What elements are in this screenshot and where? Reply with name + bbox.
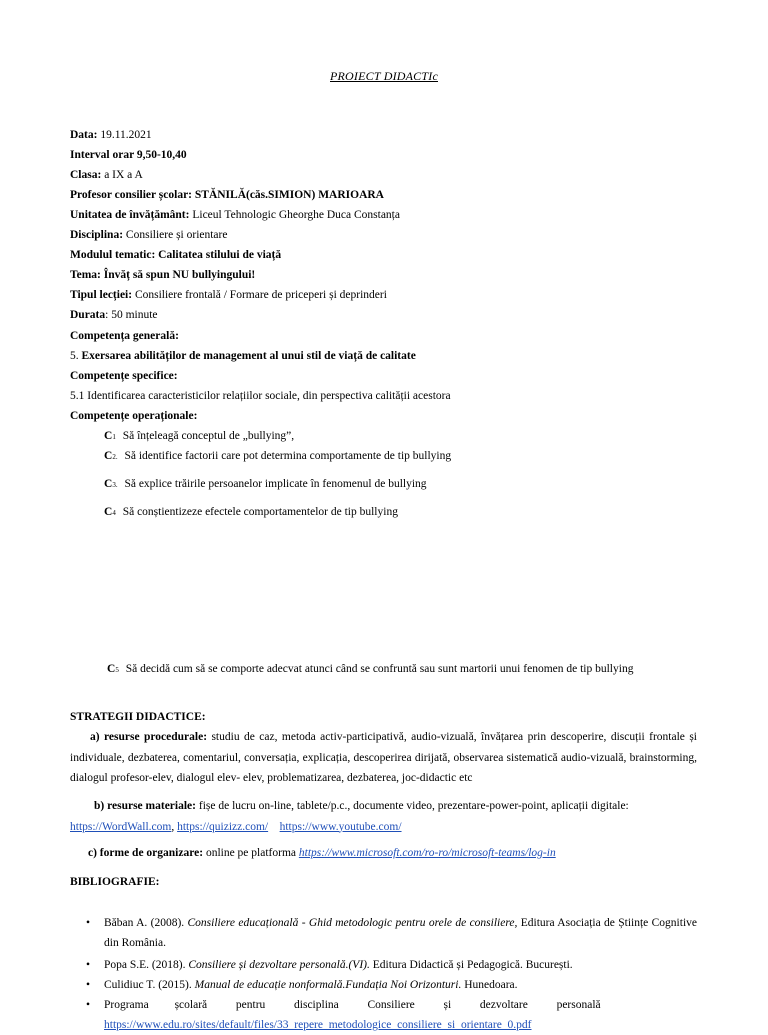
bullet-icon: • [86, 979, 91, 991]
material-label: b) resurse materiale: [94, 800, 196, 812]
competency-text: Să înțeleagă conceptul de „bullying”, [122, 430, 295, 442]
field-value: Consiliere și orientare [123, 229, 228, 241]
teams-link[interactable]: https://www.microsoft.com/ro-ro/microsoft-teams/log-in [298, 847, 556, 859]
field-label: Interval orar 9,50-10,40 [70, 149, 187, 161]
field-label: Profesor consilier școlar: [70, 189, 192, 201]
document-title: PROIECT DIDACTIc [330, 69, 438, 83]
competency-text: Să conștientizeze efectele comportamentelor de tip bullying [122, 506, 398, 518]
field-label: Durata [70, 309, 106, 321]
competency-item [107, 663, 633, 675]
field-class [70, 169, 143, 181]
bibliography-item [86, 995, 697, 1035]
field-lesson-type [70, 289, 387, 301]
competency-item [104, 450, 451, 462]
field-value: Exersarea abilităților de management al unui stil de viață de calitate [81, 350, 416, 362]
bullet-icon: • [86, 959, 91, 971]
bib-publisher: Editura Didactică și Pedagogică. București. [369, 959, 573, 971]
field-value: STĂNILĂ(căs.SIMION) MARIOARA [192, 189, 384, 201]
field-label: Disciplina: [70, 229, 124, 241]
competency-code: C [104, 506, 113, 518]
field-label: Competența generală: [70, 330, 179, 342]
field-school [70, 209, 400, 221]
specific-competence-text [70, 390, 451, 402]
field-duration [70, 309, 158, 321]
org-label: c) forme de organizare: [88, 847, 204, 859]
bib-title: Programa școlară pentru disciplina Consiliere și dezvoltare personală [104, 999, 601, 1011]
competency-text: Să identifice factorii care pot determina comportamente de tip bullying [124, 450, 452, 462]
material-text: fișe de lucru on-line, tablete/p.c., documente video, prezentare-power-point, aplicații digitale: [195, 800, 629, 812]
competency-item [104, 478, 427, 490]
competency-code: C [104, 478, 113, 490]
field-date [70, 129, 152, 141]
competency-text: Să explice trăirile persoanelor implicate în fenomenul de bullying [124, 478, 427, 490]
field-label: Tipul lecției: [70, 289, 133, 301]
field-value: Consiliere frontală / Formare de priceperi și deprinderi [132, 289, 387, 301]
field-discipline [70, 229, 227, 241]
field-value: a IX a A [101, 169, 143, 181]
bibliography-heading: BIBLIOGRAFIE: [70, 876, 160, 888]
bib-title: Consiliere și dezvoltare personală.(VI). [188, 959, 370, 971]
bib-author: Culidiuc T. (2015). [104, 979, 195, 991]
bibliography-item [86, 913, 697, 953]
field-label: Competențe specifice: [70, 370, 178, 382]
competency-sub: 5 [115, 666, 119, 674]
field-module [70, 249, 281, 261]
field-interval [70, 149, 187, 161]
bullet-icon: • [86, 999, 91, 1011]
field-label: Clasa: [70, 169, 102, 181]
bib-title: Consiliere educațională - Ghid metodologic pentru orele de consiliere, [187, 917, 518, 929]
competency-sub: 1 [112, 433, 116, 441]
quizizz-link[interactable]: https://quizizz.com/ [177, 820, 269, 833]
youtube-link[interactable]: https://www.youtube.com/ [279, 820, 402, 833]
procedural-label: a) resurse procedurale: [90, 731, 208, 743]
competency-code: C [104, 450, 113, 462]
procedural-text: studiu de caz, metoda activ-participativă, audio-vizuală, învățarea prin descoperire, discuții frontale și individuale, dezbaterea, comentariul, conversația, explicația, descoperirea dirijată, observarea sistematică audio-vizuală, brainstorming, dialogul profesor-elev, dialogul elev- elev, problematizarea, dezbaterea, joc-didactic etc [70, 731, 697, 784]
field-label: Data: [70, 129, 98, 141]
field-value: : 50 minute [105, 309, 158, 321]
bullet-icon: • [86, 917, 91, 929]
competency-code: C [107, 663, 116, 675]
material-resources: b) resurse materiale: fișe de lucru on-line, tablete/p.c., documente video, prezentare-power-point, aplicații digitale: https://WordWall.com, https://quizizz.com/ https://www.youtube.com/ [70, 800, 629, 833]
field-value: 5.1 Identificarea caracteristicilor relațiilor sociale, din perspectiva calității acestora [70, 390, 451, 402]
competency-sub: 4 [112, 509, 116, 517]
field-operational-competences [70, 410, 197, 422]
field-theme [70, 269, 255, 281]
field-specific-competences [70, 370, 178, 382]
bib-title: Manual de educație nonformală.Fundația Noi Orizonturi. [194, 979, 462, 991]
field-value: 19.11.2021 [97, 129, 152, 141]
competency-item [104, 506, 398, 518]
competency-item [104, 430, 294, 442]
competency-sub: 2. [112, 453, 118, 461]
strategies-heading: STRATEGII DIDACTICE: [70, 711, 206, 723]
general-competence-text [70, 350, 416, 362]
field-label: Modulul tematic: Calitatea stilului de viață [70, 249, 282, 261]
bibliography-item [86, 955, 697, 975]
competency-code: C [104, 430, 113, 442]
field-value: Liceul Tehnologic Gheorghe Duca Constanța [189, 209, 400, 221]
procedural-resources [70, 727, 697, 789]
curriculum-link[interactable]: https://www.edu.ro/sites/default/files/33_repere_metodologice_consiliere_si_orientare_0.pdf [104, 1019, 532, 1031]
bib-author: Băban A. (2008). [104, 917, 188, 929]
bib-publisher: Editura Asociația de Științe Cognitive din România. [104, 917, 697, 949]
field-general-competence [70, 330, 179, 342]
field-value-prefix: 5. [70, 350, 82, 362]
wordwall-link[interactable]: https://WordWall.com [70, 820, 172, 833]
competency-text: Să decidă cum să se comporte adecvat atunci când se confruntă sau sunt martorii unui fenomen de tip bullying [125, 663, 634, 675]
field-label: Unitatea de învățământ: [70, 209, 190, 221]
field-teacher [70, 189, 384, 201]
org-text: online pe platforma [203, 847, 299, 859]
organization-forms [88, 847, 556, 859]
bib-author: Popa S.E. (2018). [104, 959, 189, 971]
competency-sub: 3. [112, 481, 118, 489]
bib-publisher: Hunedoara. [461, 979, 518, 991]
field-label: Competențe operaționale: [70, 410, 198, 422]
field-label: Tema: Învăț să spun NU bullyingului! [70, 269, 256, 281]
bibliography-item [86, 975, 697, 995]
